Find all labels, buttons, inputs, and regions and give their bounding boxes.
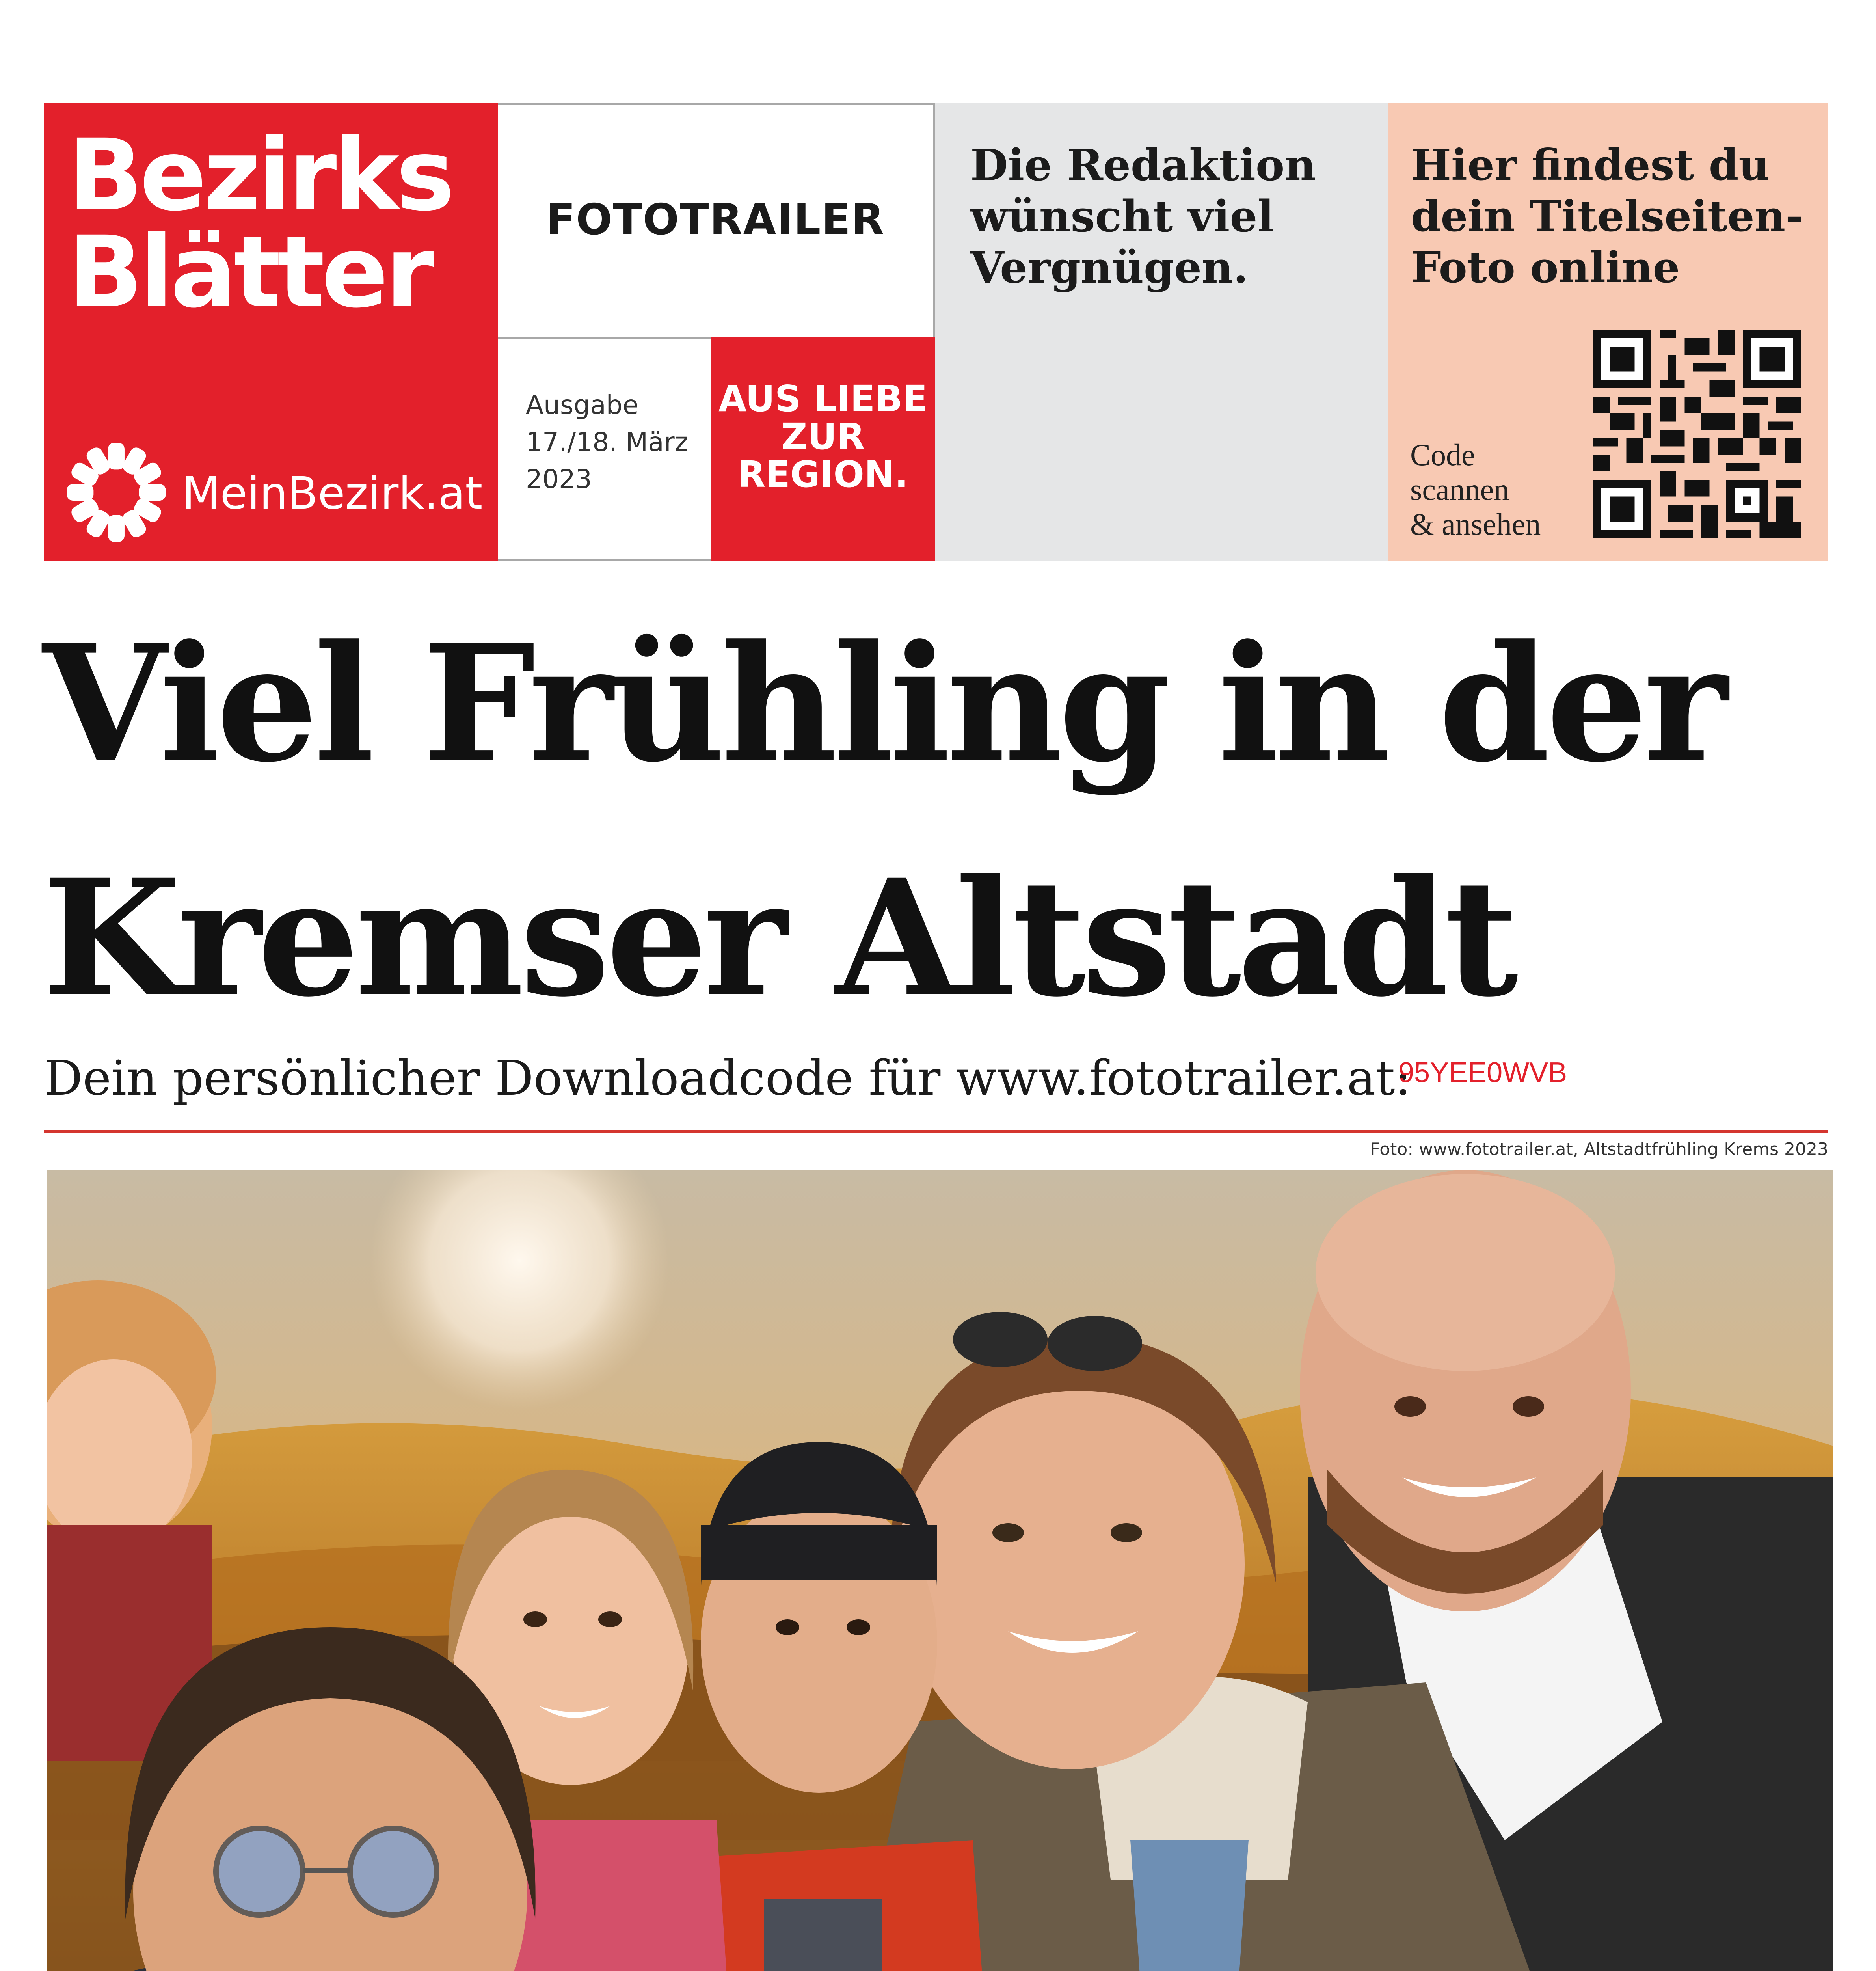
greeting	[970, 140, 1316, 293]
qr-hint-line-2: scannen	[1410, 472, 1509, 507]
slogan-line-2: ZUR	[781, 415, 865, 458]
masthead	[44, 103, 1828, 561]
slogan	[711, 380, 935, 494]
headline-line-2: Kremser Altstadt	[43, 844, 1515, 1032]
greeting-line-2: wünscht viel	[970, 191, 1274, 242]
cover-photo-illustration	[47, 1170, 1833, 1971]
download-code[interactable]: 95YEE0WVB	[1398, 1057, 1567, 1088]
download-label: Dein persönlicher Downloadcode für www.fototrailer.at:	[44, 1050, 1411, 1106]
section-panel	[498, 103, 935, 337]
headline-line-1: Viel Frühling in der	[43, 610, 1724, 797]
issue-label: Ausgabe	[526, 390, 639, 420]
qr-hint-line-1: Code	[1410, 438, 1475, 472]
qr-title-line-2: dein Titelseiten-	[1411, 192, 1803, 241]
site-name: MeinBezirk.at	[182, 468, 483, 519]
qr-code-icon[interactable]	[1593, 330, 1801, 538]
slogan-line-1: AUS LIEBE	[718, 378, 928, 420]
greeting-line-3: Vergnügen.	[970, 242, 1249, 293]
slogan-line-3: REGION.	[737, 453, 908, 496]
page-headline	[43, 587, 1724, 1056]
section-title: FOTOTRAILER	[546, 195, 885, 244]
qr-title-line-1: Hier findest du	[1411, 140, 1770, 190]
brand-line-1: Bezirks	[68, 118, 452, 233]
issue-panel	[498, 337, 711, 561]
qr-title-line-3: Foto online	[1411, 243, 1680, 292]
divider-rule	[44, 1130, 1828, 1133]
issue-date: 17./18. März	[526, 427, 689, 457]
photo-credit: Foto: www.fototrailer.at, Altstadtfrühling Krems 2023	[1370, 1139, 1828, 1159]
brand-logo-panel	[44, 103, 498, 561]
greeting-panel	[935, 103, 1388, 561]
qr-hint-line-3: & ansehen	[1410, 507, 1541, 541]
issue-info	[526, 387, 688, 498]
issue-year: 2023	[526, 464, 592, 494]
qr-title	[1411, 140, 1803, 293]
cover-photo	[47, 1170, 1833, 1971]
meinbezirk-flower-icon	[65, 441, 168, 544]
slogan-panel	[711, 337, 935, 561]
qr-hint	[1410, 438, 1541, 542]
brand-logo	[68, 118, 452, 330]
greeting-line-1: Die Redaktion	[970, 140, 1316, 190]
qr-panel	[1388, 103, 1828, 561]
brand-line-2: Blätter	[68, 215, 431, 330]
